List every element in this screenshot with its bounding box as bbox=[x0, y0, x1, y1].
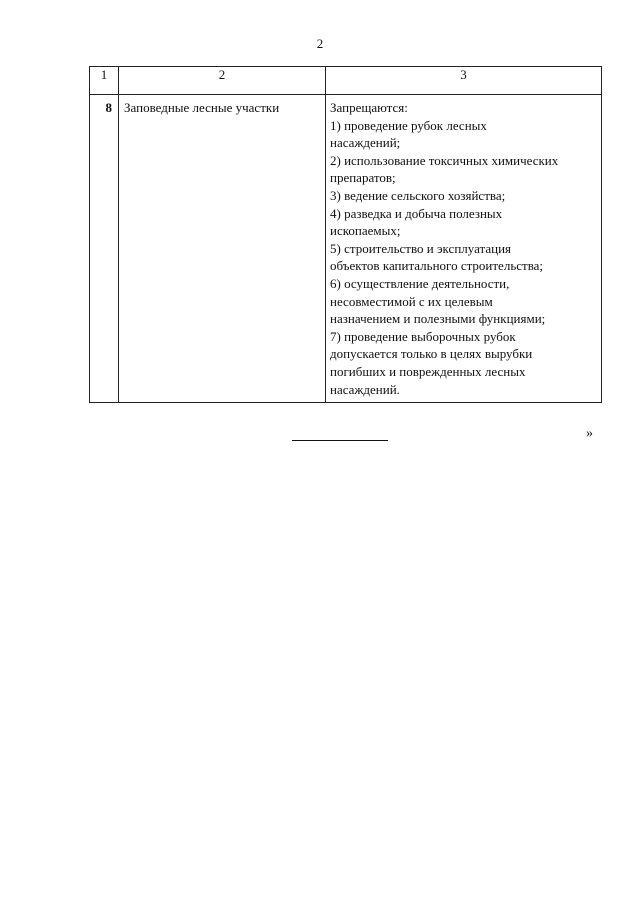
content-line: погибших и поврежденных лесных bbox=[330, 363, 526, 379]
content-line: 4) разведка и добыча полезных bbox=[330, 205, 503, 221]
page-number: 2 bbox=[316, 36, 324, 51]
content-line: насаждений; bbox=[330, 135, 401, 151]
row-name: Заповедные лесные участки bbox=[119, 95, 326, 403]
header-col-2: 2 bbox=[119, 67, 326, 95]
regulations-table bbox=[89, 66, 602, 403]
header-col-3: 3 bbox=[326, 67, 602, 95]
content-line: препаратов; bbox=[330, 170, 396, 186]
content-line: назначением и полезными функциями; bbox=[330, 311, 546, 327]
content-line: допускается только в целях вырубки bbox=[330, 346, 533, 362]
table-row bbox=[90, 95, 602, 403]
table-header-row bbox=[90, 67, 602, 95]
content-line: несовместимой с их целевым bbox=[330, 293, 493, 309]
content-line: 6) осуществление деятельности, bbox=[330, 275, 510, 291]
content-line: объектов капитального строительства; bbox=[330, 258, 544, 274]
content-line: 5) строительство и эксплуатация bbox=[330, 240, 512, 256]
header-col-1: 1 bbox=[90, 67, 119, 95]
content-line: 7) проведение выборочных рубок bbox=[330, 328, 516, 344]
content-line: ископаемых; bbox=[330, 223, 401, 239]
closing-quote-mark: » bbox=[586, 426, 593, 441]
row-content bbox=[326, 95, 602, 403]
content-line: 3) ведение сельского хозяйства; bbox=[330, 187, 506, 203]
content-line: насаждений. bbox=[330, 381, 400, 397]
content-line: 2) использование токсичных химических bbox=[330, 152, 559, 168]
content-line: 1) проведение рубок лесных bbox=[330, 117, 487, 133]
row-number: 8 bbox=[90, 95, 119, 403]
end-of-document-rule bbox=[292, 440, 388, 441]
content-line: Запрещаются: bbox=[330, 100, 408, 115]
